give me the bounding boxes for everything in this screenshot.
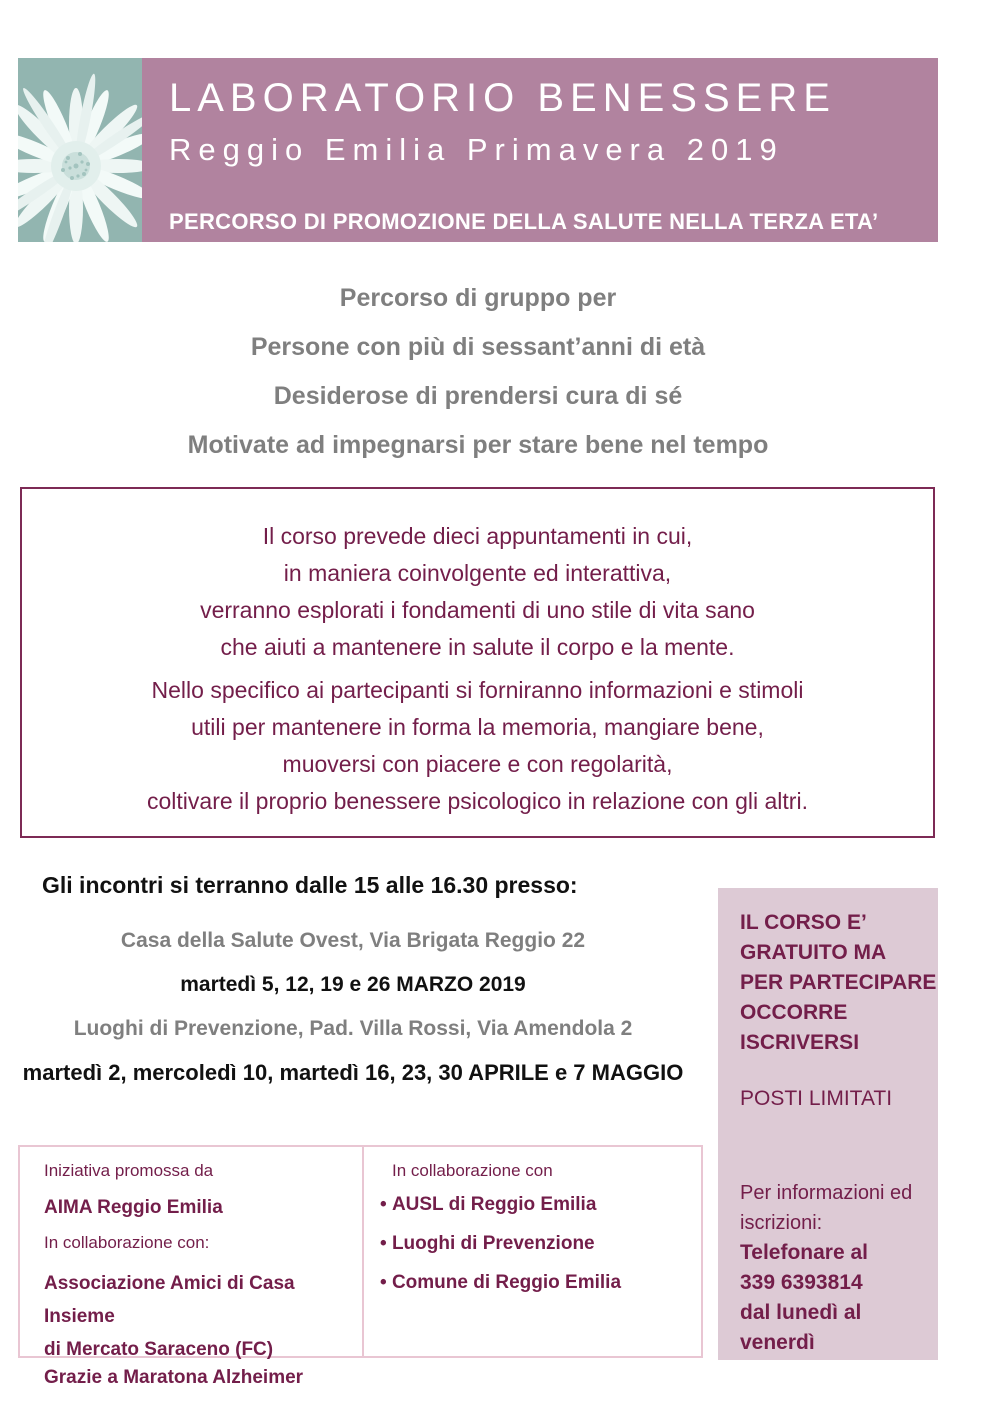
notice-line: PER PARTECIPARE <box>740 971 937 994</box>
description-line: Nello specifico ai partecipanti si forniranno informazioni e stimoli <box>151 677 804 703</box>
free-course-notice <box>740 908 937 1058</box>
description-line: Il corso prevede dieci appuntamenti in cui, <box>262 523 693 549</box>
info-label-line: iscrizioni: <box>740 1212 823 1234</box>
header-title-band <box>142 58 938 242</box>
notice-line: IL CORSO E’ <box>740 911 867 934</box>
enrolment-sidebar <box>718 888 938 1360</box>
description-box <box>20 487 935 838</box>
collaborating-org <box>44 1267 362 1366</box>
description-paragraph-1 <box>22 518 933 666</box>
intro-line: Percorso di gruppo per <box>339 284 617 312</box>
collaborating-org-line: Associazione Amici di Casa Insieme <box>44 1273 295 1327</box>
header-tagline: PERCORSO DI PROMOZIONE DELLA SALUTE NELLA TERZA ETA’ <box>169 209 879 234</box>
intro-line: Persone con più di sessant’anni di età <box>250 333 706 361</box>
credits-box <box>18 1145 703 1388</box>
page-subtitle: Reggio Emilia Primavera 2019 <box>169 132 784 167</box>
intro-line: Desiderose di prendersi cura di sé <box>273 382 683 410</box>
promoted-by-label: Iniziativa promossa da <box>44 1161 214 1180</box>
schedule-dates-2: martedì 2, mercoledì 10, martedì 16, 23, 30 APRILE e 7 MAGGIO <box>22 1060 684 1085</box>
notice-line: OCCORRE <box>740 1001 848 1024</box>
page-title: LABORATORIO BENESSERE <box>169 76 836 120</box>
credits-left-column <box>20 1147 364 1388</box>
promoter-name: AIMA Reggio Emilia <box>44 1197 223 1218</box>
notice-line: ISCRIVERSI <box>740 1031 860 1054</box>
contact-line phone-number: 339 6393814 <box>740 1271 863 1294</box>
partner-item: • Luoghi di Prevenzione <box>380 1232 701 1256</box>
collaboration-label: In collaborazione con: <box>44 1233 210 1252</box>
description-line: che aiuti a mantenere in salute il corpo e la mente. <box>220 634 735 660</box>
schedule-heading: Gli incontri si terranno dalle 15 alle 16.30 presso: <box>42 872 578 898</box>
contact-line: venerdì <box>740 1331 815 1354</box>
partner-item: • Comune di Reggio Emilia <box>380 1271 701 1295</box>
thanks-note: Grazie a Maratona Alzheimer <box>44 1367 304 1388</box>
partners-list <box>380 1193 701 1295</box>
info-label <box>740 1178 928 1238</box>
info-label-line: Per informazioni ed <box>740 1182 913 1204</box>
notice-line: GRATUITO MA <box>740 941 887 964</box>
intro-section <box>0 284 956 480</box>
limited-seats-note: POSTI LIMITATI <box>740 1087 893 1110</box>
schedule-dates-1: martedì 5, 12, 19 e 26 MARZO 2019 <box>180 973 526 996</box>
intro-line: Motivate ad impegnarsi per stare bene nel tempo <box>187 431 769 459</box>
schedule-section <box>0 870 706 1104</box>
collaboration-label: In collaborazione con <box>392 1161 553 1180</box>
collaborating-org-line: di Mercato Saraceno (FC) <box>44 1339 274 1360</box>
description-line: utili per mantenere in forma la memoria, mangiare bene, <box>191 714 764 740</box>
contact-line: dal lunedì al <box>740 1301 862 1324</box>
description-line: in maniera coinvolgente ed interattiva, <box>283 560 672 586</box>
description-paragraph-2 <box>22 672 933 820</box>
schedule-venue-1: Casa della Salute Ovest, Via Brigata Reggio 22 <box>120 929 586 952</box>
header-banner <box>18 58 938 242</box>
description-line: coltivare il proprio benessere psicologico in relazione con gli altri. <box>147 788 808 814</box>
contact-phone-block <box>740 1238 928 1358</box>
contact-line: Telefonare al <box>740 1241 868 1264</box>
description-line: verranno esplorati i fondamenti di uno stile di vita sano <box>200 597 755 623</box>
description-line: muoversi con piacere e con regolarità, <box>282 751 673 777</box>
daisy-flower-icon <box>18 58 142 242</box>
partner-item: • AUSL di Reggio Emilia <box>380 1193 701 1217</box>
credits-right-column <box>364 1147 701 1356</box>
schedule-venue-2: Luoghi di Prevenzione, Pad. Villa Rossi, Via Amendola 2 <box>73 1017 633 1040</box>
